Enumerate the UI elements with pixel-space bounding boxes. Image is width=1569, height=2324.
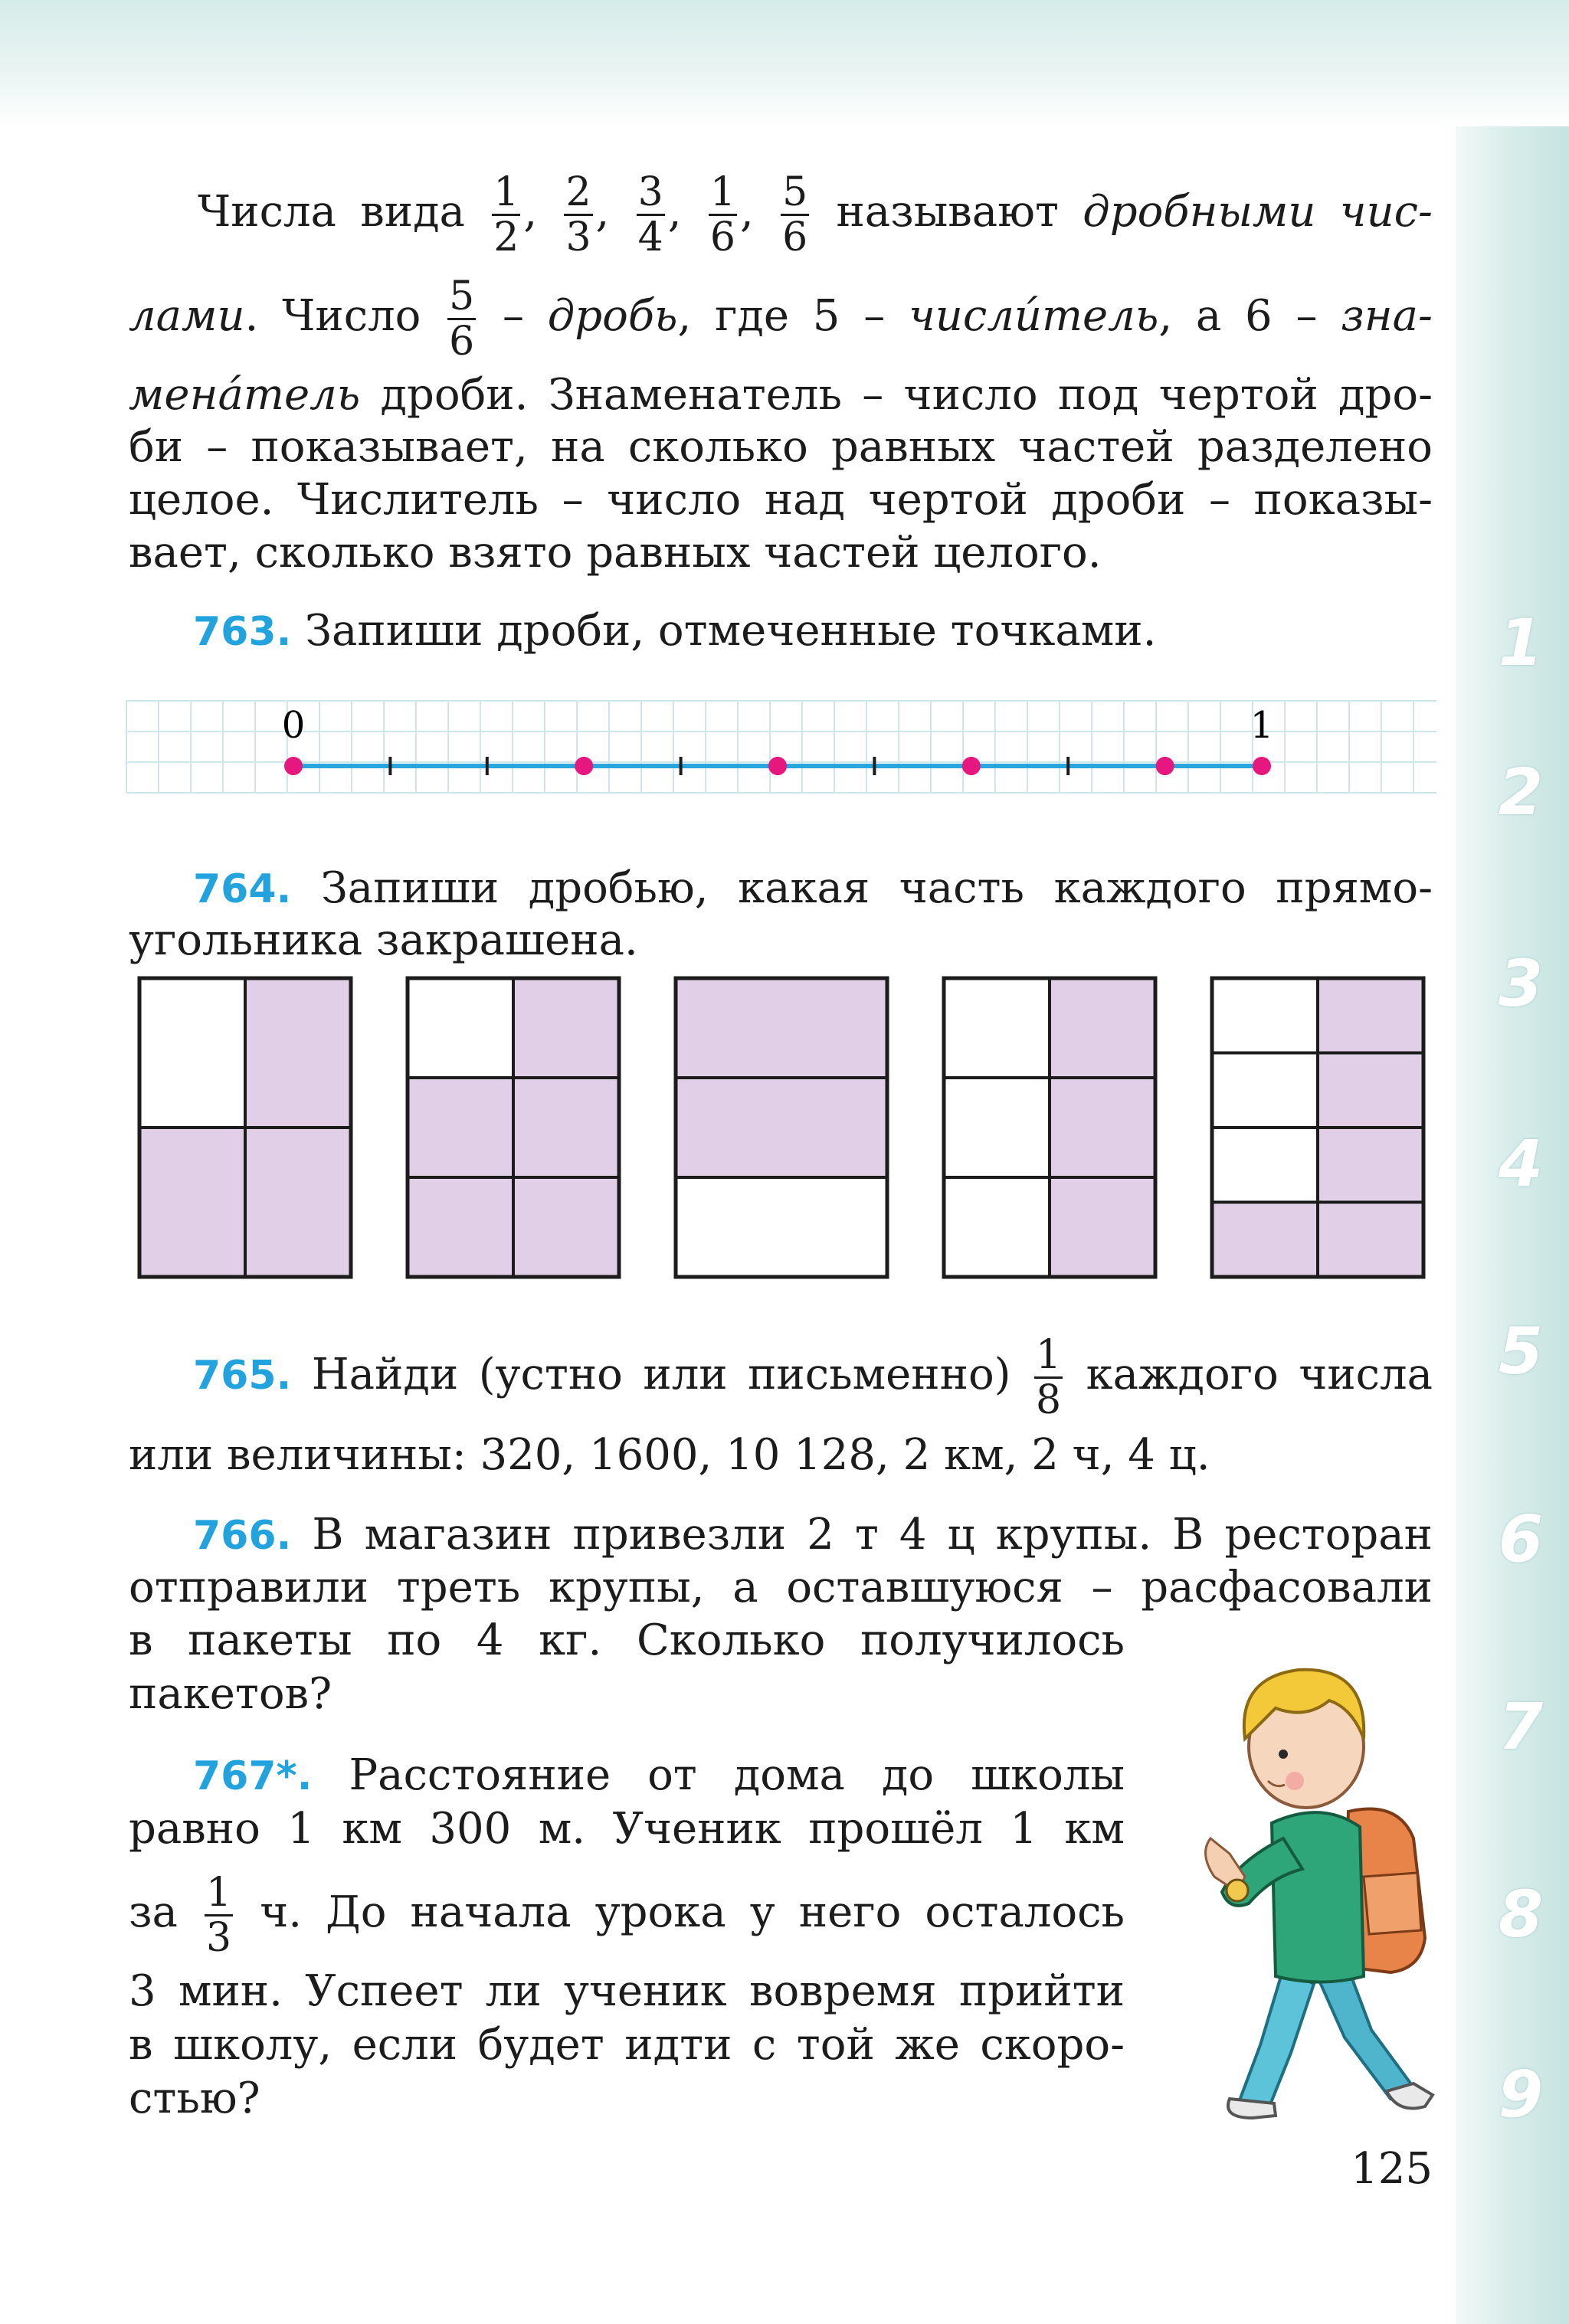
- label-zero: 0: [281, 704, 306, 747]
- intro-text: называют: [836, 187, 1059, 237]
- page-number: 125: [1351, 2144, 1433, 2194]
- task-text: за: [129, 1887, 178, 1937]
- marked-point: [962, 757, 981, 775]
- task-763-heading: [193, 607, 1497, 656]
- chapter-tab-2[interactable]: 2: [1498, 754, 1544, 830]
- fraction-rectangle: [408, 978, 619, 1277]
- marked-point: [1156, 757, 1174, 775]
- chapter-tab-9[interactable]: 9: [1498, 2057, 1544, 2132]
- task-766-line-4: пакетов?: [129, 1669, 332, 1719]
- chapter-tab-strip: [1456, 126, 1569, 2324]
- shaded-cell: [513, 978, 619, 1078]
- term-fraction: дробь: [547, 291, 678, 341]
- fraction-rectangle: [944, 978, 1155, 1277]
- task-text: Запиши дробью, какая часть каждого прямо-: [320, 863, 1433, 913]
- chapter-tab-3[interactable]: 3: [1498, 946, 1544, 1021]
- term-numerator: числи́тель: [908, 291, 1159, 341]
- intro-text: Числа вида: [198, 187, 465, 237]
- fraction: $\frac{1}{2}$: [493, 169, 519, 260]
- shaded-rectangles: [126, 969, 1436, 1291]
- term-denominator: зна-: [1341, 291, 1433, 341]
- fraction-rectangle: [676, 978, 887, 1277]
- intro-line-3: мена́тель дроби. Знаменатель – число под чертой дро-: [129, 370, 1433, 420]
- task-text: Найди (устно или письменно): [311, 1350, 1011, 1399]
- task-766-line-1: [129, 1511, 1433, 1560]
- task-767-line-1: [129, 1751, 1125, 1801]
- marked-point: [768, 757, 787, 775]
- page-header-band: [0, 0, 1569, 126]
- shaded-cell: [676, 978, 887, 1078]
- task-765-line-2: или величины: 320, 1600, 10 128, 2 км, 2 ч, 4 ц.: [129, 1430, 1210, 1480]
- shaded-cell: [1212, 1203, 1318, 1278]
- task-764-line-2: угольника закрашена.: [129, 915, 638, 965]
- task-text: ч. До начала урока у него осталось: [260, 1887, 1125, 1937]
- task-766-line-3: в пакеты по 4 кг. Сколько получилось: [129, 1615, 1125, 1665]
- task-text: Расстояние от дома до школы: [349, 1750, 1125, 1800]
- walking-boy-illustration: [1168, 1647, 1459, 2122]
- shaded-cell: [513, 1177, 619, 1277]
- task-text: каждого числа: [1086, 1350, 1433, 1399]
- task-text: В магазин привезли 2 т 4 ц крупы. В ресторан: [312, 1510, 1433, 1560]
- term-fractional-numbers: дробными чис-: [1083, 187, 1433, 237]
- intro-line-5: целое. Числитель – число над чертой дроби – показы-: [129, 475, 1433, 525]
- shaded-cell: [139, 1128, 245, 1277]
- term-denominator-end: мена́тель: [129, 370, 361, 420]
- fraction: $\frac{5}{6}$: [449, 273, 475, 365]
- label-one: 1: [1250, 704, 1274, 747]
- term-fractional-numbers-end: лами: [129, 291, 245, 341]
- shaded-cell: [1050, 1078, 1155, 1177]
- task-767-line-2: равно 1 км 300 м. Ученик прошёл 1 км: [129, 1804, 1125, 1854]
- task-767-line-6: стью?: [129, 2074, 260, 2123]
- shaded-cell: [245, 978, 351, 1128]
- intro-line-4: би – показывает, на сколько равных частей разделено: [129, 422, 1433, 472]
- intro-line-2: лами. Число $\frac{5}{6}$ – дробь, где 5 – числи́тель, а 6 – зна-: [129, 273, 1433, 365]
- shaded-cell: [408, 1177, 513, 1277]
- chapter-tab-1[interactable]: 1: [1498, 605, 1544, 680]
- shaded-cell: [1318, 978, 1423, 1053]
- chapter-tab-6[interactable]: 6: [1498, 1501, 1544, 1576]
- marked-point: [284, 757, 303, 775]
- shaded-cell: [1318, 1128, 1423, 1203]
- marked-point: [1253, 757, 1271, 775]
- grid-paper: [126, 701, 1436, 793]
- task-764-line-1: [129, 864, 1433, 914]
- task-number: 764.: [193, 866, 292, 912]
- shaded-cell: [1050, 978, 1155, 1078]
- shaded-cell: [1318, 1053, 1423, 1128]
- fraction-rectangle: [139, 978, 351, 1277]
- shaded-cell: [1318, 1203, 1423, 1278]
- chapter-tab-4[interactable]: 4: [1498, 1126, 1544, 1201]
- chapter-tab-7[interactable]: 7: [1498, 1689, 1544, 1764]
- intro-line-6: вает, сколько взято равных частей целого.: [129, 528, 1102, 578]
- shaded-cell: [245, 1128, 351, 1277]
- task-767-line-4: 3 мин. Успеет ли ученик вовремя прийти: [129, 1966, 1125, 2016]
- marked-point: [575, 757, 593, 775]
- task-767-line-3: [129, 1863, 1125, 1962]
- shaded-cell: [513, 1078, 619, 1177]
- fraction-one-eighth: $\frac{1}{8}$: [1036, 1332, 1062, 1423]
- chapter-tab-5[interactable]: 5: [1498, 1314, 1544, 1389]
- fraction-rectangle: [1212, 978, 1423, 1277]
- task-number: 765.: [193, 1353, 292, 1399]
- task-text: Запиши дроби, отмеченные точками.: [305, 606, 1157, 656]
- task-number: 766.: [193, 1513, 292, 1559]
- task-number: 767*.: [193, 1753, 313, 1799]
- shaded-cell: [1050, 1177, 1155, 1277]
- task-765-line-1: [129, 1325, 1433, 1425]
- task-766-line-2: отправили треть крупы, а оставшуюся – расфасовали: [129, 1563, 1433, 1612]
- task-number: 763.: [193, 609, 292, 655]
- shaded-cell: [676, 1078, 887, 1177]
- chapter-tab-8[interactable]: 8: [1498, 1877, 1544, 1952]
- task-767-line-5: в школу, если будет идти с той же скоро-: [129, 2020, 1125, 2070]
- fraction: $\frac{1}{6}$: [709, 169, 735, 260]
- fraction-one-third: $\frac{1}{3}$: [206, 1870, 232, 1961]
- fraction: $\frac{5}{6}$: [782, 169, 808, 260]
- intro-line-1: Числа вида $\frac{1}{2}$ , $\frac{2}{3}$ , $\frac{3}{4}$ , $\frac{1}{6}$ , $\frac{5}{6}$ называют дробными чис-: [198, 169, 1433, 260]
- fraction: $\frac{3}{4}$: [637, 169, 663, 260]
- number-line-figure: [126, 693, 1436, 800]
- fraction: $\frac{2}{3}$: [565, 169, 591, 260]
- shaded-cell: [408, 1078, 513, 1177]
